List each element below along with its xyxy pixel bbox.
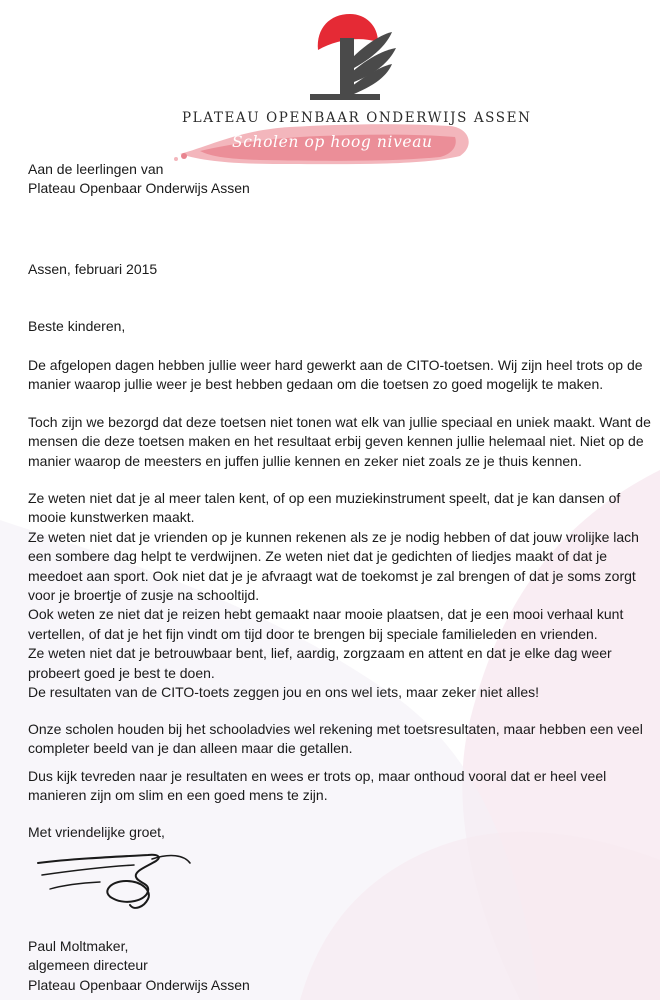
addressee-line: Plateau Openbaar Onderwijs Assen — [28, 180, 250, 197]
paragraph-line: Ze weten niet dat je betrouwbaar bent, lief, aardig, zorgzaam en attent en dat je elke dag weer — [28, 645, 612, 662]
paragraph — [28, 489, 653, 702]
signoff-organization: Plateau Openbaar Onderwijs Assen — [28, 976, 250, 993]
signoff-title: algemeen directeur — [28, 957, 148, 974]
paragraph-line: Toch zijn we bezorgd dat deze toetsen niet tonen wat elk van jullie speciaal en uniek maakt. Want de — [28, 414, 651, 430]
salutation: Beste kinderen, — [28, 318, 126, 334]
paragraph-line: mooie kunstwerken maakt. — [28, 509, 195, 526]
signoff-block — [28, 937, 653, 995]
paragraph-line: mensen die deze toetsen maken en het resultaat erbij geven kennen jullie helemaal niet. Niet op de — [28, 433, 644, 450]
handwritten-signature — [30, 835, 200, 915]
slogan: Scholen op hoog niveau — [232, 133, 433, 151]
signoff-name: Paul Moltmaker, — [28, 938, 129, 954]
paragraph-line: Dus kijk tevreden naar je resultaten en wees er trots op, maar onthoud vooral dat er heel veel — [28, 768, 607, 784]
paragraph-line: Ze weten niet dat je vrienden op je kunnen rekenen als ze je nodig hebben of dat jouw vrolijke lach — [28, 528, 639, 545]
organization-name: PLATEAU OPENBAAR ONDERWIJS ASSEN — [182, 110, 532, 126]
paragraph-line: probeert goed je best te doen. — [28, 664, 215, 681]
addressee-line: Aan de leerlingen van — [28, 161, 164, 177]
paragraph-line: manieren zijn om slim en een goed mens te zijn. — [28, 787, 328, 804]
paragraph-line: manier waarop de meesters en juffen jullie kennen en zeker niet zoals ze je thuis kennen. — [28, 452, 582, 469]
paragraph-line: een sombere dag helpt te verdwijnen. Ze weten niet dat je gedichten of liedjes maakt of dat je — [28, 548, 608, 565]
paragraph-line: Ze weten niet dat je al meer talen kent, of op een muziekinstrument speelt, dat je kan dansen of — [28, 490, 621, 506]
paragraph-line: completer beeld van je dan alleen maar die getallen. — [28, 740, 353, 757]
closing: Met vriendelijke groet, — [28, 824, 165, 840]
addressee-block — [28, 160, 653, 199]
paragraph — [28, 767, 653, 806]
paragraph — [28, 413, 653, 471]
paragraph-line: Onze scholen houden bij het schooladvies wel rekening met toetsresultaten, maar hebben een veel — [28, 721, 643, 737]
paragraph-line: voor je broertje of zusje na schooltijd. — [28, 587, 260, 604]
paragraph-line: De afgelopen dagen hebben jullie weer hard gewerkt aan de CITO-toetsen. Wij zijn heel trots op de — [28, 357, 643, 373]
paragraph — [28, 356, 653, 395]
paragraph-line: De resultaten van de CITO-toets zeggen jou en ons wel iets, maar zeker niet alles! — [28, 684, 540, 701]
paragraph-line: Ook weten ze niet dat je reizen hebt gemaakt naar mooie plaatsen, dat je een mooi verhaal kunt — [28, 606, 624, 623]
letterhead-logo — [170, 6, 532, 166]
paragraph — [28, 720, 653, 759]
paragraph-line: manier waarop jullie weer je best hebben gedaan om die toetsen zo goed mogelijk te maken. — [28, 376, 604, 393]
paragraph-line: vertellen, of dat je het fijn vindt om tijd door te brengen bij speciale familieleden en vrienden. — [28, 625, 598, 642]
date-line: Assen, februari 2015 — [28, 261, 158, 277]
paragraph-line: meedoet aan sport. Ook niet dat je je afvraagt wat de toekomst je zal brengen of dat je soms zorgt — [28, 567, 636, 584]
